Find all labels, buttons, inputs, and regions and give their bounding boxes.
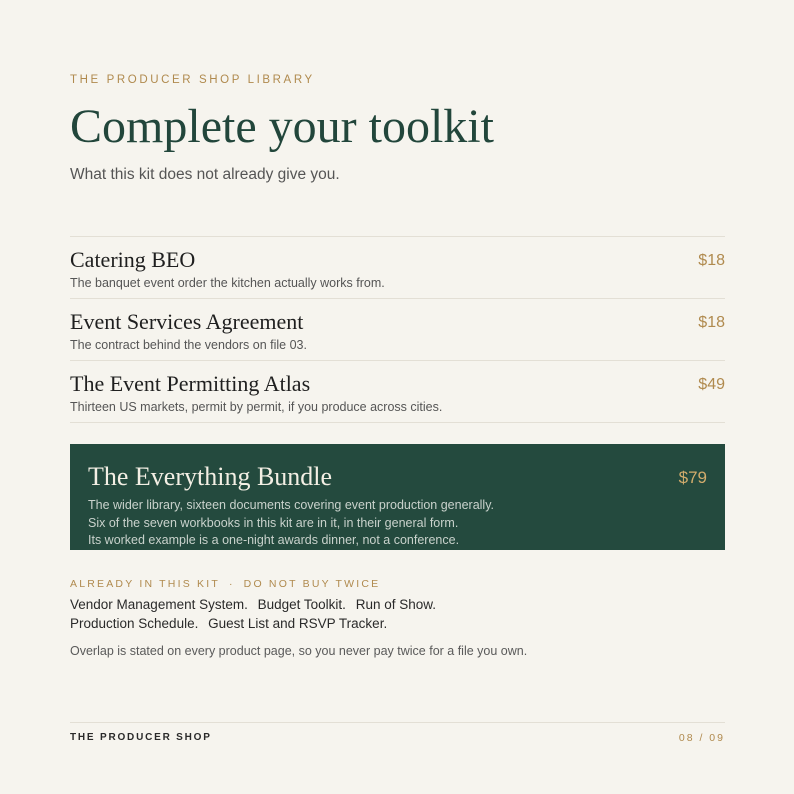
library-eyebrow: THE PRODUCER SHOP LIBRARY	[70, 74, 315, 86]
already-label-right: DO NOT BUY TWICE	[243, 578, 381, 590]
footer-divider	[70, 722, 725, 723]
included-line	[70, 615, 442, 634]
product-row-event-services-agreement[interactable]	[70, 298, 725, 360]
included-item: Production Schedule.	[70, 615, 199, 631]
already-label-left: ALREADY IN THIS KIT	[70, 578, 220, 590]
product-description: The banquet event order the kitchen actually works from.	[70, 276, 385, 290]
dot-separator: ·	[228, 578, 235, 590]
included-item: Vendor Management System.	[70, 597, 248, 612]
product-price: $18	[698, 314, 725, 331]
page-subtitle: What this kit does not already give you.	[70, 166, 340, 183]
bundle-card[interactable]	[70, 444, 725, 550]
product-name: Catering BEO	[70, 247, 196, 272]
bundle-line: The wider library, sixteen documents covering event production generally.	[88, 498, 494, 512]
included-item: Budget Toolkit.	[257, 597, 346, 612]
bundle-description	[88, 497, 494, 550]
product-price: $18	[698, 252, 725, 269]
page-number: 08 / 09	[678, 732, 725, 744]
included-item: Guest List and RSVP Tracker.	[208, 615, 388, 631]
product-row-catering-beo[interactable]	[70, 236, 725, 298]
bundle-price: $79	[678, 468, 707, 487]
page-title: Complete your toolkit	[70, 100, 494, 153]
product-row-event-permitting-atlas[interactable]	[70, 360, 725, 423]
product-name: The Event Permitting Atlas	[70, 371, 311, 396]
product-list	[70, 236, 725, 423]
bundle-name: The Everything Bundle	[88, 462, 333, 491]
already-included-list	[70, 596, 442, 633]
product-price: $49	[698, 376, 725, 393]
page	[70, 0, 725, 794]
bundle-line: Six of the seven workbooks in this kit are in it, in their general form.	[88, 515, 459, 530]
footer-brand: THE PRODUCER SHOP	[70, 732, 212, 743]
product-name: Event Services Agreement	[70, 309, 304, 334]
already-in-kit-label	[70, 578, 380, 590]
included-item: Run of Show.	[355, 597, 437, 612]
included-line	[70, 596, 442, 615]
product-description: The contract behind the vendors on file 03.	[70, 338, 307, 352]
product-description: Thirteen US markets, permit by permit, if you produce across cities.	[70, 400, 443, 414]
overlap-note: Overlap is stated on every product page, so you never pay twice for a file you own.	[70, 644, 528, 658]
bundle-line: Its worked example is a one-night awards dinner, not a conference.	[88, 533, 460, 547]
